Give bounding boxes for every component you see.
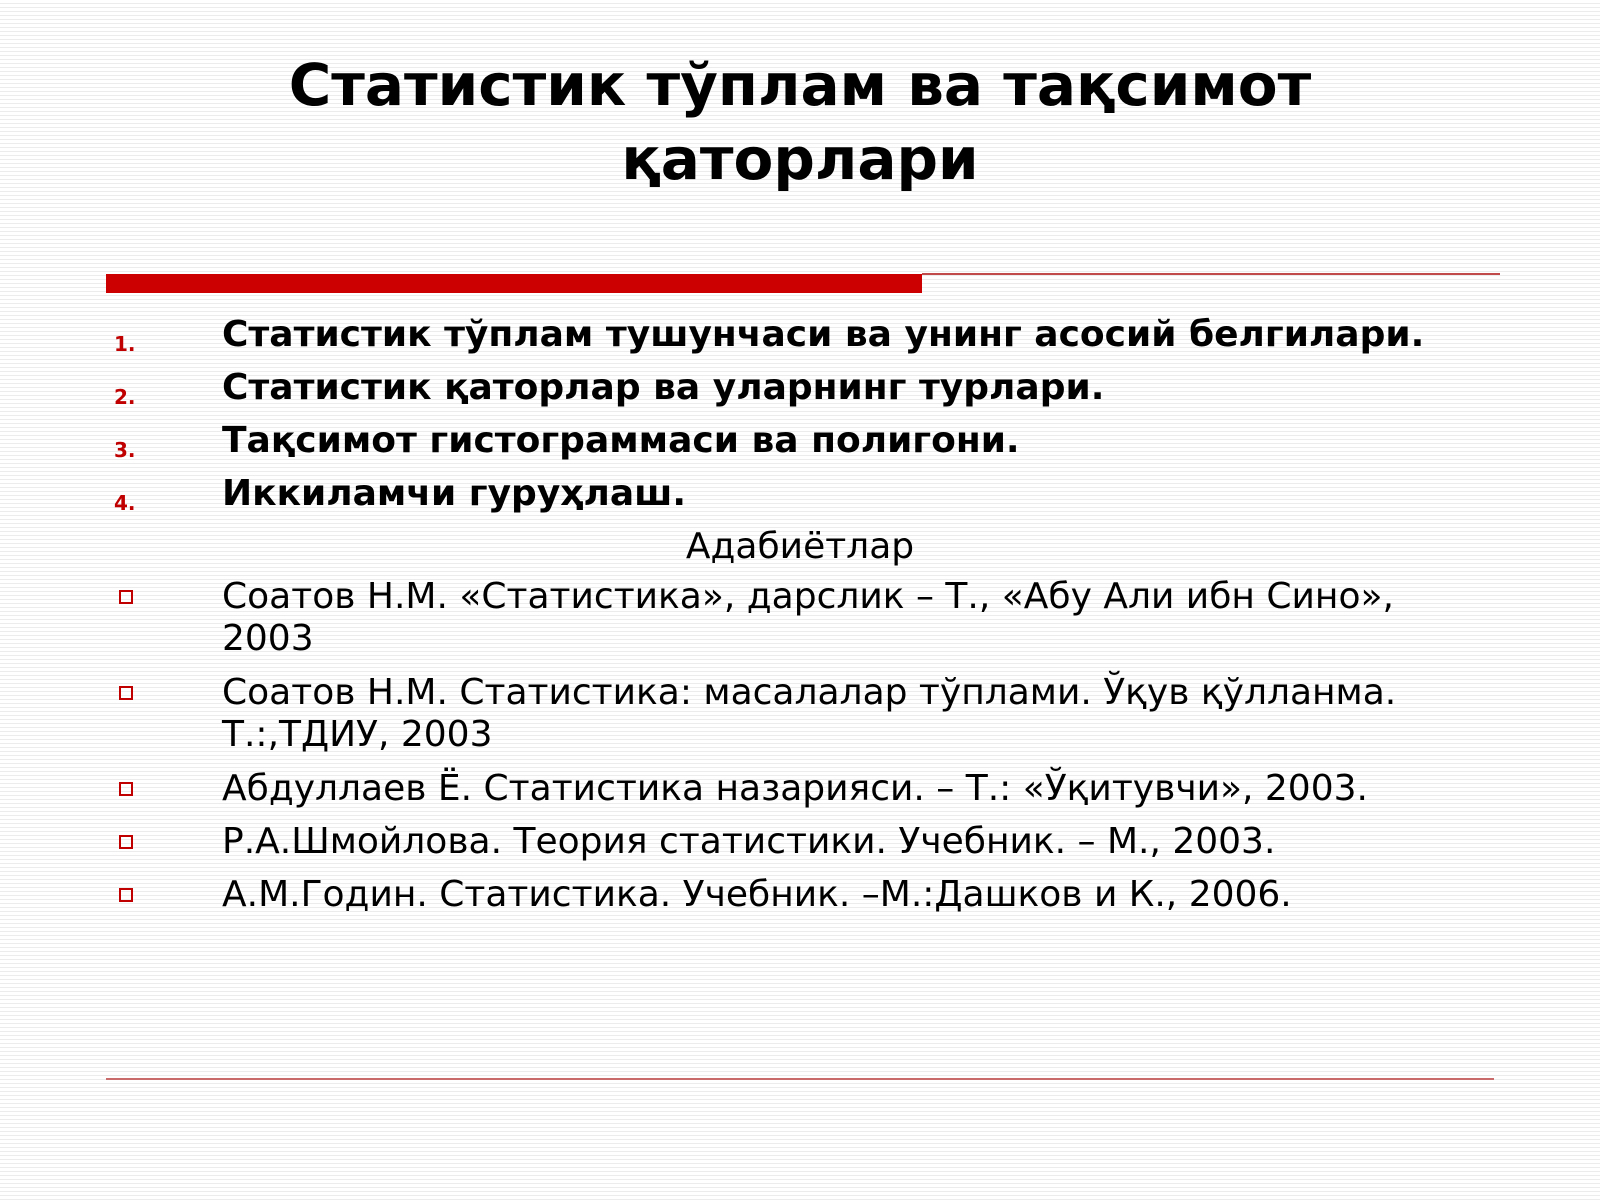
topic-text: Тақсимот гистограммаси ва полигони. xyxy=(222,420,1020,461)
reference-text: Соатов Н.М. Статистика: масалалар тўплами. Ўқув қўлланма. Т.:,ТДИУ, 2003 xyxy=(222,672,1397,755)
slide-title: Статистик тўплам ва тақсимот қаторлари xyxy=(288,51,1312,193)
reference-text: А.М.Годин. Статистика. Учебник. –М.:Дашков и К., 2006. xyxy=(222,874,1292,915)
hollow-square-bullet-icon xyxy=(119,686,133,700)
reference-text: Р.А.Шмойлова. Теория статистики. Учебник. – М., 2003. xyxy=(222,821,1276,862)
hollow-square-bullet-icon xyxy=(119,888,133,902)
hollow-square-bullet-icon xyxy=(119,590,133,604)
reference-text: Абдуллаев Ё. Статистика назарияси. – Т.: «Ўқитувчи», 2003. xyxy=(222,768,1368,809)
topic-text: Статистик тўплам тушунчаси ва унинг асосий белгилари. xyxy=(222,314,1425,355)
topic-number: 3. xyxy=(114,438,136,462)
topic-text: Статистик қаторлар ва уларнинг турлари. xyxy=(222,367,1105,408)
topic-text: Иккиламчи гуруҳлаш. xyxy=(222,473,687,514)
topic-number: 2. xyxy=(114,385,136,409)
hollow-square-bullet-icon xyxy=(119,835,133,849)
references-heading: Адабиётлар xyxy=(685,526,915,567)
hollow-square-bullet-icon xyxy=(119,782,133,796)
topic-number: 4. xyxy=(114,491,136,515)
topic-number: 1. xyxy=(114,332,136,356)
reference-text: Соатов Н.М. «Статистика», дарслик – Т., «Абу Али ибн Сино», 2003 xyxy=(222,576,1394,659)
title-underline-thin xyxy=(922,273,1500,275)
title-underline-thick xyxy=(106,274,922,293)
footer-divider xyxy=(106,1078,1494,1080)
